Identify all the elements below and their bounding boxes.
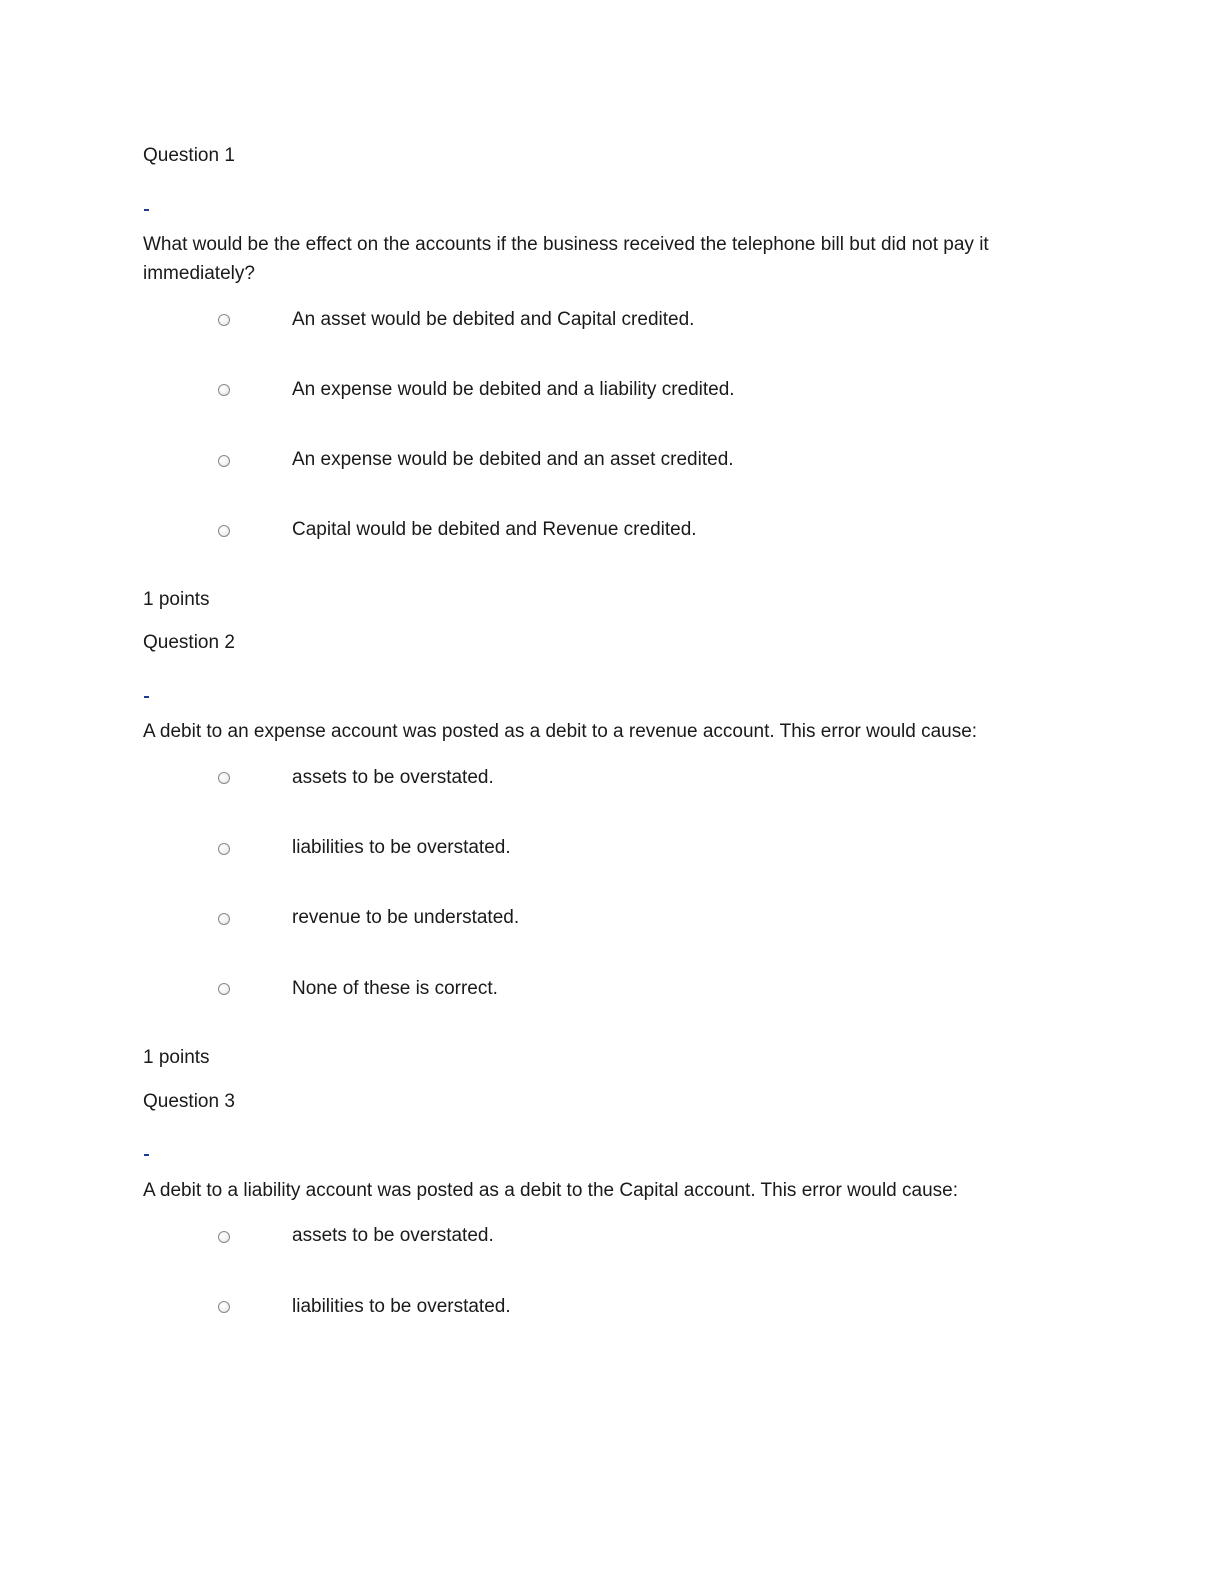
- question-3-title: Question 3: [143, 1091, 235, 1112]
- question-2-title: Question 2: [143, 632, 235, 653]
- question-3-option-1-label: assets to be overstated.: [292, 1225, 494, 1246]
- question-2-option-2-label: liabilities to be overstated.: [292, 837, 511, 858]
- question-2-points: 1 points: [143, 1047, 210, 1068]
- question-2-dash: [144, 696, 149, 698]
- question-1-points: 1 points: [143, 589, 210, 610]
- question-3-prompt: A debit to a liability account was posted as a debit to the Capital account. This error would cause:: [143, 1180, 959, 1201]
- question-2-prompt: A debit to an expense account was posted as a debit to a revenue account. This error would cause:: [143, 721, 978, 742]
- question-1-prompt: What would be the effect on the accounts if the business received the telephone bill but did not pay it immediately?: [143, 234, 989, 284]
- question-2-option-2-radio[interactable]: [218, 843, 230, 855]
- question-2-option-1-label: assets to be overstated.: [292, 767, 494, 788]
- question-3-option-2-label: liabilities to be overstated.: [292, 1296, 511, 1317]
- question-2-option-3-radio[interactable]: [218, 913, 230, 925]
- question-1-option-3-label: An expense would be debited and an asset credited.: [292, 449, 734, 470]
- question-1-option-2-label: An expense would be debited and a liability credited.: [292, 379, 735, 400]
- question-3-option-1-radio[interactable]: [218, 1231, 230, 1243]
- question-2-option-3-label: revenue to be understated.: [292, 907, 520, 928]
- question-1-option-4-radio[interactable]: [218, 525, 230, 537]
- question-1-option-1-label: An asset would be debited and Capital credited.: [292, 309, 695, 330]
- question-3-dash: [144, 1154, 149, 1156]
- question-2-option-4-label: None of these is correct.: [292, 978, 498, 999]
- question-1-option-4-label: Capital would be debited and Revenue credited.: [292, 519, 697, 540]
- question-3-option-2-radio[interactable]: [218, 1301, 230, 1313]
- question-2-option-4-radio[interactable]: [218, 983, 230, 995]
- question-1-option-1-radio[interactable]: [218, 314, 230, 326]
- question-1-option-3-radio[interactable]: [218, 455, 230, 467]
- question-2-option-1-radio[interactable]: [218, 772, 230, 784]
- question-1-title: Question 1: [143, 145, 235, 166]
- question-1-dash: [144, 209, 149, 211]
- question-1-option-2-radio[interactable]: [218, 384, 230, 396]
